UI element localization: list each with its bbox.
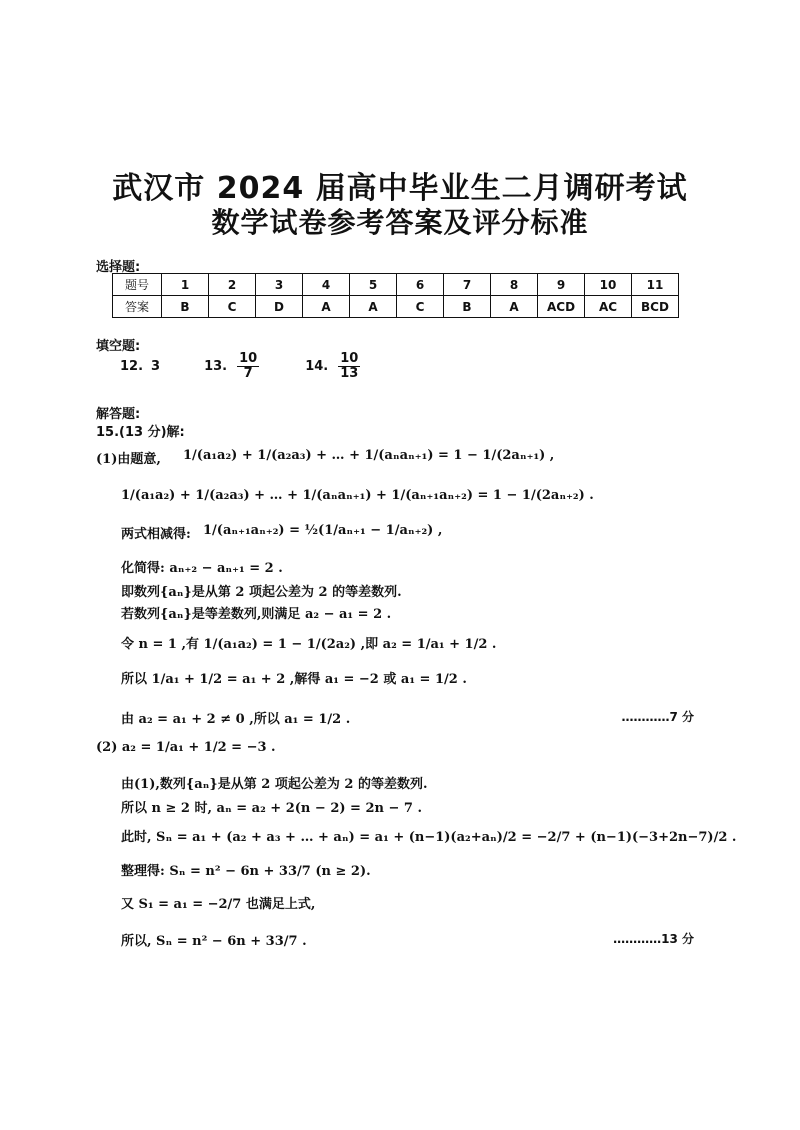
question-number: 14. (305, 358, 329, 374)
answer-cell: B (444, 296, 491, 318)
fraction (237, 352, 259, 380)
question-15-heading: 15.(13 分)解: (96, 425, 185, 440)
equation-line: 所以 n ≥ 2 时, aₙ = a₂ + 2(n − 2) = 2n − 7 . (121, 801, 422, 816)
answer-value: 3 (151, 358, 161, 374)
fill-section-label: 填空题: (96, 339, 141, 354)
text-line: 由(1),数列{aₙ}是从第 2 项起公差为 2 的等差数列. (121, 777, 428, 792)
equation-line: 整理得: Sₙ = n² − 6n + 33/7 (n ≥ 2). (121, 864, 371, 879)
fill-answer-12 (120, 359, 160, 374)
table-row (113, 274, 679, 296)
question-number-cell: 11 (632, 274, 679, 296)
equation-line: 1/(a₁a₂) + 1/(a₂a₃) + … + 1/(aₙaₙ₊₁) + 1/(aₙ₊₁aₙ₊₂) = 1 − 1/(2aₙ₊₂) . (121, 488, 594, 503)
answer-cell: B (162, 296, 209, 318)
question-number-cell: 7 (444, 274, 491, 296)
equation-prefix: 两式相减得: (121, 527, 191, 542)
answer-label-cell: 答案 (113, 296, 162, 318)
equation-line: 所以, Sₙ = n² − 6n + 33/7 . (121, 934, 307, 949)
question-number-cell: 6 (397, 274, 444, 296)
text-line: 若数列{aₙ}是等差数列,则满足 a₂ − a₁ = 2 . (121, 607, 392, 622)
fill-answer-14 (305, 352, 362, 380)
equation-line: 化简得: aₙ₊₂ − aₙ₊₁ = 2 . (121, 561, 283, 576)
answer-cell: BCD (632, 296, 679, 318)
question-number-cell: 8 (491, 274, 538, 296)
equation-line: 1/(aₙ₊₁aₙ₊₂) = ½(1/aₙ₊₁ − 1/aₙ₊₂) , (203, 523, 443, 538)
page-subtitle: 数学试卷参考答案及评分标准 (211, 206, 589, 239)
equation-line: 由 a₂ = a₁ + 2 ≠ 0 ,所以 a₁ = 1/2 . (121, 712, 351, 727)
answer-cell: A (303, 296, 350, 318)
answer-cell: ACD (538, 296, 585, 318)
fraction (338, 352, 360, 380)
question-number-cell: 9 (538, 274, 585, 296)
score-marker-13: …………13 分 (613, 932, 694, 946)
page-title: 武汉市 2024 届高中毕业生二月调研考试 (112, 171, 688, 206)
table-row (113, 296, 679, 318)
fraction-denominator: 13 (340, 365, 359, 381)
equation-line: 此时, Sₙ = a₁ + (a₂ + a₃ + … + aₙ) = a₁ + (n−1)(a₂+aₙ)/2 = −2/7 + (n−1)(−3+2n−7)/2 . (121, 830, 737, 845)
equation-line: 令 n = 1 ,有 1/(a₁a₂) = 1 − 1/(2a₂) ,即 a₂ = 1/a₁ + 1/2 . (121, 637, 497, 652)
fraction-denominator: 7 (243, 365, 253, 381)
answer-cell: AC (585, 296, 632, 318)
fill-answer-13 (204, 352, 261, 380)
part1-label: (1)由题意, (96, 452, 161, 467)
question-number: 13. (204, 358, 228, 374)
question-number-cell: 3 (256, 274, 303, 296)
answer-cell: A (350, 296, 397, 318)
fraction-numerator: 10 (239, 351, 258, 366)
score-marker-7: …………7 分 (621, 710, 694, 724)
equation-line: 又 S₁ = a₁ = −2/7 也满足上式, (121, 897, 316, 912)
choice-answer-table (112, 273, 679, 318)
header-label-cell: 题号 (113, 274, 162, 296)
answer-cell: C (397, 296, 444, 318)
answer-cell: D (256, 296, 303, 318)
equation-line: 1/(a₁a₂) + 1/(a₂a₃) + … + 1/(aₙaₙ₊₁) = 1 − 1/(2aₙ₊₁) , (183, 448, 555, 463)
question-number-cell: 1 (162, 274, 209, 296)
answer-cell: C (209, 296, 256, 318)
fraction-numerator: 10 (340, 351, 359, 366)
fill-answers (120, 352, 362, 380)
equation-line: 所以 1/a₁ + 1/2 = a₁ + 2 ,解得 a₁ = −2 或 a₁ = 1/2 . (121, 672, 467, 687)
text-line: 即数列{aₙ}是从第 2 项起公差为 2 的等差数列. (121, 585, 402, 600)
question-number-cell: 4 (303, 274, 350, 296)
question-number-cell: 2 (209, 274, 256, 296)
solve-section-label: 解答题: (96, 407, 141, 422)
part2-line: (2) a₂ = 1/a₁ + 1/2 = −3 . (96, 740, 276, 755)
answer-cell: A (491, 296, 538, 318)
question-number-cell: 5 (350, 274, 397, 296)
question-number-cell: 10 (585, 274, 632, 296)
question-number: 12. (120, 358, 144, 374)
choice-section-label: 选择题: (96, 260, 141, 275)
